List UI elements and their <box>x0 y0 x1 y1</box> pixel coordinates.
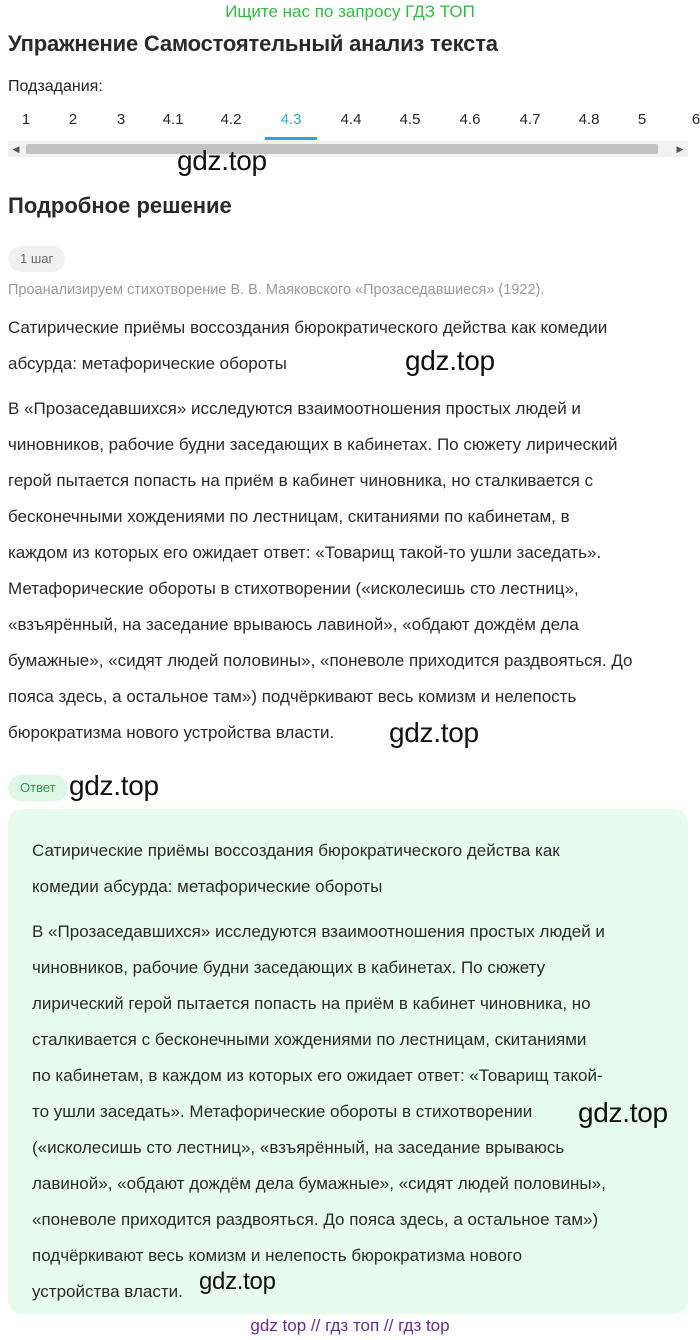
subtasks-label: Подзадания: <box>8 78 103 95</box>
tab-2[interactable]: 2 <box>68 111 78 128</box>
watermark: gdz.top <box>177 145 267 176</box>
text-line: абсурда: метафорические обороты <box>8 354 287 373</box>
text-line: чиновников, рабочие будни заседающих в кабинетах. По сюжету <box>32 958 546 977</box>
section-title: Подробное решение <box>8 193 232 218</box>
text-line: бумажные», «сидят людей половины», «поневоле приходится раздвояться. До <box>8 651 633 670</box>
text-line: устройства власти. <box>32 1282 183 1301</box>
step-badge: 1 шаг <box>8 246 65 272</box>
watermark: gdz.top <box>69 770 159 801</box>
answer-paragraph-2 <box>32 914 672 1310</box>
scroll-left-icon[interactable]: ◀ <box>12 144 20 154</box>
tab-1[interactable]: 1 <box>21 111 31 128</box>
text-line: герой пытается попасть на приём в кабинет чиновника, но сталкивается с <box>8 471 594 490</box>
text-line: Сатирические приёмы воссоздания бюрократического действа как комедии <box>8 318 608 337</box>
text-line: сталкивается с бесконечными хождениями по лестницам, скитаниями <box>32 1030 587 1049</box>
subtask-tabs <box>0 104 700 140</box>
tab-5[interactable]: 5 <box>637 111 647 128</box>
text-line: Метафорические обороты в стихотворении («исколесишь сто лестниц», <box>8 579 579 598</box>
text-line: бесконечными хождениями по лестницам, скитаниями по кабинетам, в <box>8 507 570 526</box>
text-line: чиновников, рабочие будни заседающих в кабинетах. По сюжету лирический <box>8 435 618 454</box>
tabs-scrollbar[interactable] <box>8 141 688 157</box>
text-line: бюрократизма нового устройства власти. <box>8 723 335 742</box>
scroll-right-icon[interactable]: ▶ <box>676 144 684 154</box>
top-banner[interactable]: Ищите нас по запросу ГДЗ ТОП <box>225 2 475 21</box>
text-line: каждом из которых его ожидает ответ: «Товарищ такой-то ушли заседать». <box>8 543 602 562</box>
tab-4-5[interactable]: 4.5 <box>399 111 421 128</box>
tab-4-6[interactable]: 4.6 <box>459 111 481 128</box>
watermark: gdz.top <box>199 1268 276 1295</box>
text-line: «взъярённый, на заседание врываюсь лавиной», «обдают дождём дела <box>8 615 579 634</box>
text-line: В «Прозаседавшихся» исследуются взаимоотношения простых людей и <box>8 399 581 418</box>
watermark: gdz.top <box>389 717 479 748</box>
footer-links[interactable]: gdz top // гдз топ // гдз top <box>250 1316 450 1335</box>
solution-paragraph-1 <box>8 310 688 382</box>
text-line: лавиной», «обдают дождём дела бумажные», «сидят людей половины», <box>32 1174 606 1193</box>
tab-4-8[interactable]: 4.8 <box>578 111 600 128</box>
text-line: пояса здесь, а остальное там») подчёркивают весь комизм и нелепость <box>8 687 577 706</box>
answer-badge: Ответ <box>8 775 68 801</box>
page-title: Упражнение Самостоятельный анализ текста <box>8 31 498 56</box>
text-line: В «Прозаседавшихся» исследуются взаимоотношения простых людей и <box>32 922 605 941</box>
text-line: «поневоле приходится раздвояться. До пояса здесь, а остальное там») <box>32 1210 599 1229</box>
watermark: gdz.top <box>578 1097 668 1128</box>
text-line: комедии абсурда: метафорические обороты <box>32 877 383 896</box>
text-line: («исколесишь сто лестниц», «взъярённый, на заседание врываюсь <box>32 1138 565 1157</box>
intro-text: Проанализируем стихотворение В. В. Маяковского «Прозаседавшиеся» (1922). <box>8 282 545 298</box>
text-line: подчёркивают весь комизм и нелепость бюрократизма нового <box>32 1246 523 1265</box>
tab-4-2[interactable]: 4.2 <box>220 111 242 128</box>
tab-3[interactable]: 3 <box>116 111 126 128</box>
tab-4-1[interactable]: 4.1 <box>162 111 184 128</box>
tab-4-4[interactable]: 4.4 <box>340 111 362 128</box>
text-line: по кабинетам, в каждом из которых его ожидает ответ: «Товарищ такой- <box>32 1066 603 1085</box>
tab-4-7[interactable]: 4.7 <box>519 111 541 128</box>
text-line: то ушли заседать». Метафорические обороты в стихотворении <box>32 1102 533 1121</box>
solution-paragraph-2 <box>8 391 688 751</box>
scroll-thumb[interactable] <box>26 144 658 154</box>
watermark: gdz.top <box>405 345 495 376</box>
tab-6[interactable]: 6 <box>691 111 700 128</box>
tab-4-3[interactable]: 4.3 <box>265 104 317 140</box>
text-line: Сатирические приёмы воссоздания бюрократического действа как <box>32 841 560 860</box>
answer-paragraph-1 <box>32 833 672 905</box>
text-line: лирический герой пытается попасть на приём в кабинет чиновника, но <box>32 994 591 1013</box>
